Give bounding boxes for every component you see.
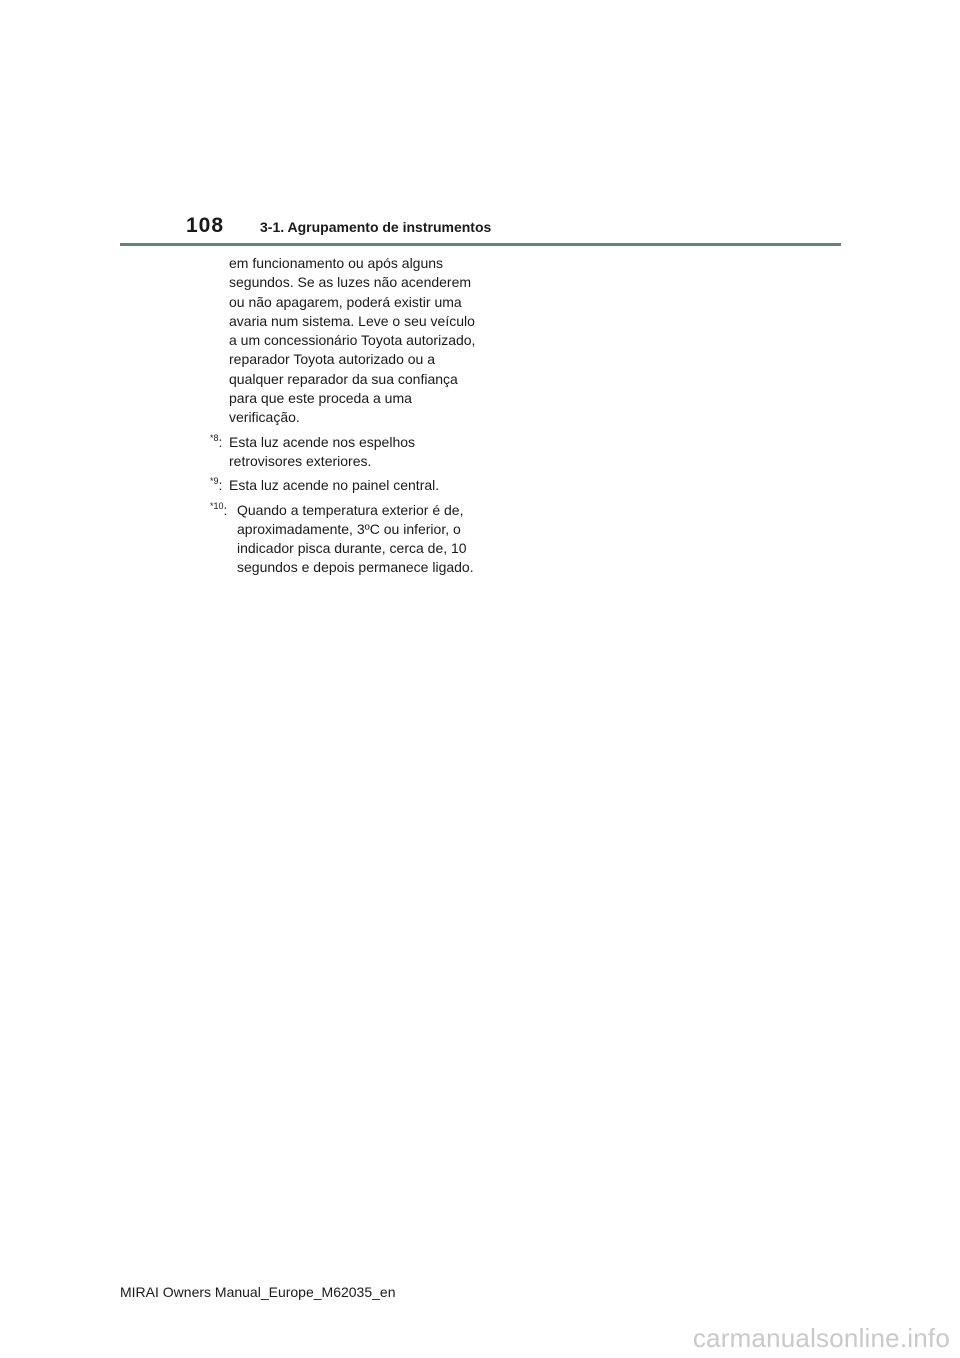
page-content: [210, 254, 480, 583]
footnote-asterisk: *: [210, 476, 214, 487]
footnote-number: 8: [213, 432, 219, 443]
footnote-separator: :: [223, 501, 228, 518]
footnote-number: 10: [213, 500, 224, 511]
footnote-asterisk: *: [210, 432, 214, 443]
footnote-marker: [210, 433, 222, 452]
footnote-text: Quando a temperatura exterior é de, aproximadamente, 3ºC ou inferior, o indicador pisca durante, cerca de, 10 segundos e depois permanece ligado.: [237, 501, 474, 576]
page-number: 108: [186, 214, 225, 237]
footer-manual-id: MIRAI Owners Manual_Europe_M62035_en: [120, 1284, 396, 1300]
footnote-number: 9: [213, 476, 219, 487]
footnote-separator: :: [218, 477, 223, 494]
footnote-separator: :: [218, 433, 223, 450]
section-title: 3-1. Agrupamento de instrumentos: [260, 219, 492, 235]
header-divider: [120, 243, 841, 246]
footnote-9: [210, 476, 480, 495]
continuation-paragraph: em funcionamento ou após alguns segundos. Se as luzes não acenderem ou não apagarem, poderá existir uma avaria num sistema. Leve o seu veículo a um concessionário Toyota autorizado, reparador Toyota autorizado ou a qualquer reparador da sua confiança para que este proceda a uma verificação.: [229, 255, 476, 426]
footnote-8: [210, 433, 480, 472]
footnote-asterisk: *: [210, 500, 214, 511]
footnote-marker: [210, 476, 222, 495]
footnote-marker: [210, 501, 227, 520]
footnote-text: Esta luz acende no painel central.: [229, 477, 440, 494]
footnote-text: Esta luz acende nos espelhos retrovisores exteriores.: [229, 433, 416, 469]
footnote-10: [210, 501, 480, 578]
watermark: carmanualsonline.info: [692, 1323, 950, 1353]
